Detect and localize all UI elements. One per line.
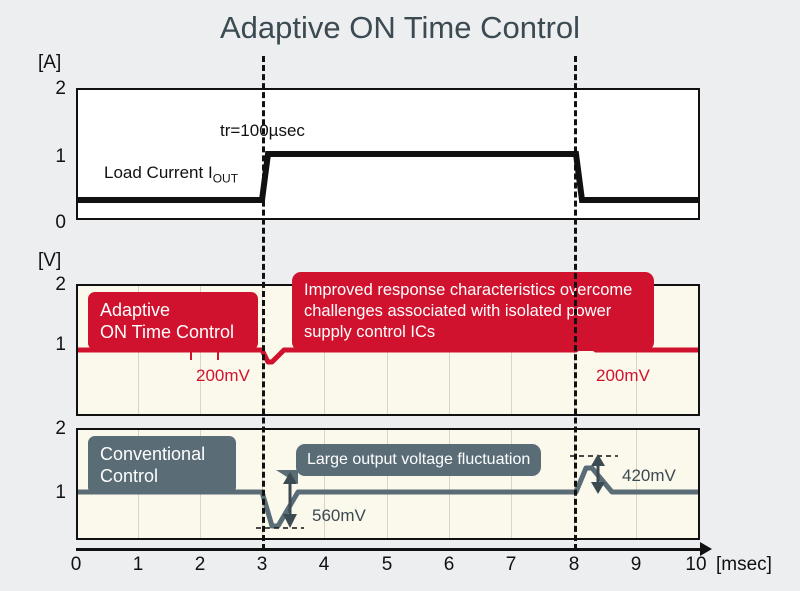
conventional-legend-line1: Conventional [100,444,206,464]
xtick-2: 2 [194,554,206,575]
label-200mv-right: 200mV [596,366,650,385]
xtick-4: 4 [318,554,330,575]
load-current-subscript: OUT [212,171,239,186]
callout-large-fluctuation: Large output voltage fluctuation [296,444,541,476]
trace-load-current [76,88,700,220]
rise-time-label: tr=100µsec [220,121,305,140]
adaptive-legend-box [88,292,258,350]
ytick-conv-1: 1 [55,482,66,503]
marker-adaptive-drop-right [590,334,660,358]
ytick-conv-2: 2 [55,418,66,439]
conventional-legend-line2: Control [100,466,159,486]
xtick-9: 9 [630,554,642,575]
ytick-adaptive-1: 1 [55,334,66,355]
conventional-legend-box [88,436,236,494]
callout-improved-response: Improved response characteristics overcome challenges associated with isolated power supply control ICs [292,272,654,351]
ytick-current-0: 0 [55,212,66,233]
page-title: Adaptive ON Time Control [219,10,581,45]
ytick-adaptive-2: 2 [55,274,66,295]
xtick-3: 3 [256,554,268,575]
xtick-8: 8 [568,554,580,575]
event-line-8ms [574,56,577,550]
adaptive-legend-line2: ON Time Control [100,322,235,342]
label-420mv: 420mV [622,466,676,485]
label-560mv: 560mV [312,506,366,525]
label-200mv-left: 200mV [196,366,250,385]
load-current-label [104,163,238,185]
x-axis-line [76,548,702,551]
adaptive-legend-line1: Adaptive [100,300,171,320]
y-axis-unit-current: [A] [38,52,62,73]
y-axis-unit-voltage: [V] [38,250,62,271]
xtick-7: 7 [505,554,517,575]
xtick-10: 10 [685,554,707,575]
xtick-1: 1 [132,554,144,575]
ytick-current-2: 2 [55,78,66,99]
xtick-0: 0 [70,554,82,575]
marker-adaptive-drop-left [190,346,260,368]
xtick-6: 6 [443,554,455,575]
xtick-5: 5 [381,554,393,575]
event-line-3ms [262,56,265,550]
load-current-text: Load Current I [104,163,213,182]
ytick-current-1: 1 [55,146,66,167]
x-axis-unit: [msec] [716,554,772,575]
